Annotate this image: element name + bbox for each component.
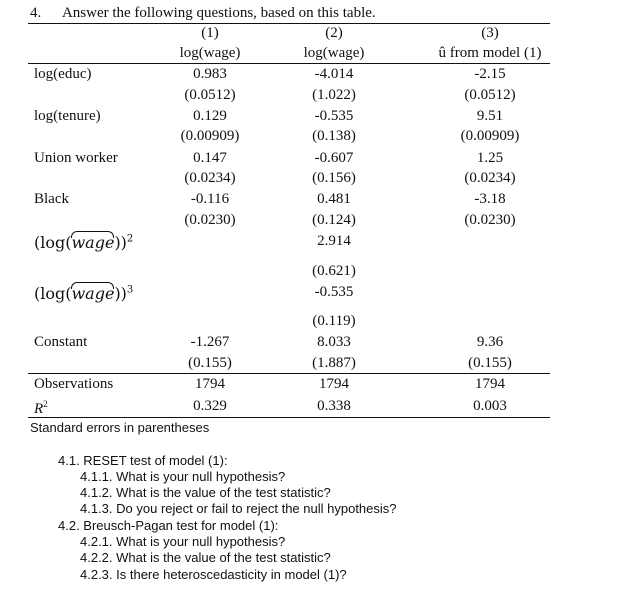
col3-number: (3): [481, 25, 499, 41]
cell-coef: -3.18: [474, 191, 506, 207]
cell-coef: -0.607: [314, 150, 354, 166]
cell-se: (0.155): [188, 355, 232, 371]
cell-stat: 0.329: [193, 398, 227, 414]
cell-coef: -4.014: [314, 66, 354, 82]
cell-stat: 1794: [319, 376, 349, 392]
cell-coef: -2.15: [474, 66, 506, 82]
cell-coef: -0.535: [314, 284, 354, 300]
cell-se: (1.022): [312, 87, 356, 103]
cell-stat: 1794: [475, 376, 505, 392]
cell-coef: 2.914: [317, 233, 351, 249]
cell-stat: 0.338: [317, 398, 351, 414]
cell-se: (0.0234): [184, 170, 236, 186]
cell-se: (0.155): [468, 355, 512, 371]
cell-se: (0.119): [312, 313, 356, 329]
row-label-fitted-squared: (log(wage))$^2$: [34, 233, 134, 252]
cell-coef: -0.535: [314, 108, 354, 124]
cell-coef: 0.983: [193, 66, 227, 82]
question-number: 4.: [30, 5, 42, 21]
cell-coef: 8.033: [317, 334, 351, 350]
col2-label: log(wage): [303, 45, 365, 61]
row-label-union-worker: Union worker: [34, 150, 118, 166]
table-bottom-rule: [28, 417, 550, 418]
question-item: 4.2.1. What is your null hypothesis?: [80, 534, 286, 549]
cell-coef: 9.51: [476, 108, 504, 124]
col1-label: log(wage): [179, 45, 241, 61]
question-item: 4.1. RESET test of model (1):: [58, 453, 228, 468]
cell-se: (0.138): [312, 128, 356, 144]
row-label-log-tenure: log(tenure): [34, 108, 101, 124]
row-label-log-educ: log(educ): [34, 66, 92, 82]
cell-se: (0.0230): [184, 212, 236, 228]
cell-coef: 0.481: [317, 191, 351, 207]
cell-stat: 1794: [195, 376, 225, 392]
question-item: 4.1.3. Do you reject or fail to reject the null hypothesis?: [80, 501, 397, 516]
cell-se: (0.156): [312, 170, 356, 186]
cell-se: (0.0512): [464, 87, 516, 103]
row-label-constant: Constant: [34, 334, 88, 350]
row-label-black: Black: [34, 191, 69, 207]
cell-se: (0.0512): [184, 87, 236, 103]
cell-coef: 9.36: [476, 334, 504, 350]
cell-se: (0.00909): [180, 128, 240, 144]
question-item: 4.2.3. Is there heteroscedasticity in model (1)?: [80, 567, 347, 582]
cell-se: (0.124): [312, 212, 356, 228]
cell-se: (1.887): [312, 355, 356, 371]
cell-se: (0.621): [312, 263, 356, 279]
row-label-r-squared: $R^2$: [34, 399, 48, 417]
col2-number: (2): [325, 25, 343, 41]
cell-coef: 1.25: [476, 150, 504, 166]
col1-number: (1): [201, 25, 219, 41]
cell-coef: 0.129: [193, 108, 227, 124]
cell-stat: 0.003: [473, 398, 507, 414]
cell-se: (0.00909): [460, 128, 520, 144]
cell-coef: -1.267: [190, 334, 230, 350]
cell-coef: 0.147: [193, 150, 227, 166]
question-item: 4.1.2. What is the value of the test statistic?: [80, 485, 331, 500]
table-footnote: Standard errors in parentheses: [30, 420, 210, 435]
cell-se: (0.0234): [464, 170, 516, 186]
question-item: 4.2. Breusch-Pagan test for model (1):: [58, 518, 279, 533]
cell-se: (0.0230): [464, 212, 516, 228]
question-item: 4.2.2. What is the value of the test statistic?: [80, 550, 331, 565]
row-label-observations: Observations: [34, 376, 114, 392]
row-label-fitted-cubed: (log(wage))$^3$: [34, 284, 134, 303]
question-text: Answer the following questions, based on this table.: [61, 5, 376, 21]
question-heading: [30, 5, 376, 22]
col3-label: û from model (1): [438, 45, 542, 61]
cell-coef: -0.116: [190, 191, 230, 207]
question-item: 4.1.1. What is your null hypothesis?: [80, 469, 286, 484]
